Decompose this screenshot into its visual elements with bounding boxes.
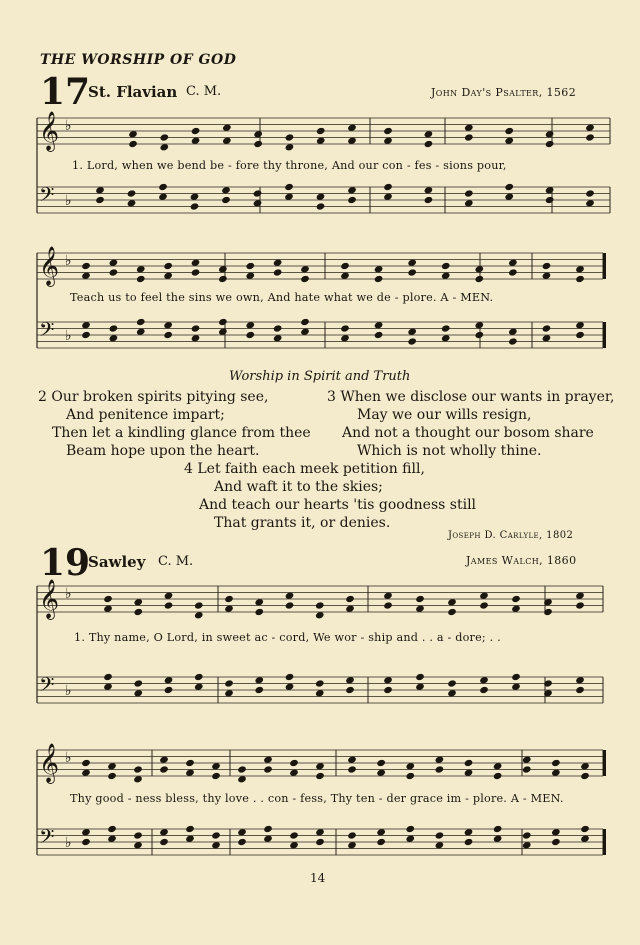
tune-name-19: Sawley	[88, 553, 146, 571]
page-header: THE WORSHIP OF GOD	[40, 52, 237, 68]
note-head	[315, 679, 325, 687]
note-head	[109, 268, 119, 276]
note-head	[511, 673, 521, 681]
flat-sign: ♭	[65, 683, 72, 699]
note-head	[164, 686, 174, 694]
note-head	[493, 772, 503, 780]
note-head	[551, 838, 561, 846]
note-head	[424, 196, 434, 204]
note-head	[163, 331, 173, 339]
note-head	[415, 673, 425, 681]
note-head	[273, 324, 283, 332]
note-head	[133, 679, 143, 687]
note-head	[511, 595, 521, 603]
note-head	[136, 275, 146, 283]
note-head	[254, 608, 264, 616]
note-head	[316, 127, 326, 135]
note-head	[415, 595, 425, 603]
note-head	[407, 337, 417, 345]
note-head	[405, 825, 415, 833]
section-title: Worship in Spirit and Truth	[229, 369, 411, 384]
note-head	[383, 127, 393, 135]
note-head	[159, 765, 169, 773]
note-head	[81, 838, 91, 846]
note-head	[374, 275, 384, 283]
meter-17: C. M.	[186, 84, 222, 99]
note-head	[211, 772, 221, 780]
note-head	[522, 765, 532, 773]
note-head	[435, 765, 445, 773]
note-head	[447, 679, 457, 687]
verse-2-line: Beam hope upon the heart.	[66, 443, 260, 459]
note-head	[164, 601, 174, 609]
verse-2	[38, 388, 311, 460]
note-head	[424, 140, 434, 148]
note-head	[285, 601, 295, 609]
note-head	[464, 759, 474, 767]
note-head	[545, 140, 555, 148]
verse-4	[184, 460, 476, 532]
note-head	[504, 127, 514, 135]
final-barline	[603, 322, 606, 348]
note-head	[107, 772, 117, 780]
note-head	[316, 202, 326, 210]
note-head	[464, 133, 474, 141]
note-head	[109, 324, 119, 332]
page-number: 14	[310, 871, 326, 885]
note-head	[585, 133, 595, 141]
note-head	[575, 275, 585, 283]
note-head	[315, 838, 325, 846]
note-head	[103, 673, 113, 681]
flat-sign: ♭	[65, 586, 72, 602]
flat-sign: ♭	[65, 835, 72, 851]
lyric-17-line1: 1. Lord, when we bend be - fore thy throne, And our con - fes - sions pour,	[72, 159, 507, 172]
note-head	[190, 202, 200, 210]
note-head	[81, 331, 91, 339]
note-head	[575, 601, 585, 609]
note-head	[284, 183, 294, 191]
note-head	[447, 608, 457, 616]
bass-clef: 𝄢	[39, 183, 55, 211]
treble-clef: 𝄞	[39, 579, 60, 619]
note-head	[508, 268, 518, 276]
hymn-number-17: 17	[40, 71, 91, 113]
note-head	[376, 838, 386, 846]
note-head	[575, 331, 585, 339]
verse-4-line: That grants it, or denies.	[214, 515, 391, 531]
note-head	[136, 318, 146, 326]
note-head	[218, 275, 228, 283]
note-head	[340, 262, 350, 270]
verse-4-line: And waft it to the skies;	[214, 479, 383, 495]
note-head	[273, 268, 283, 276]
final-barline	[603, 829, 606, 855]
note-head	[300, 318, 310, 326]
note-head	[133, 831, 143, 839]
lyric-17-line2: Teach us to feel the sins we own, And hate what we de - plore. A - MEN.	[70, 291, 494, 304]
meter-19: C. M.	[158, 554, 194, 569]
lyric-19-line1: 1. Thy name, O Lord, in sweet ac - cord, We wor - ship and . . a - dore; . .	[74, 631, 501, 644]
tune-name-17: St. Flavian	[88, 83, 178, 101]
flat-sign: ♭	[65, 328, 72, 344]
note-head	[159, 838, 169, 846]
note-head	[191, 268, 201, 276]
composer-17: John Day's Psalter, 1562	[431, 86, 577, 99]
verse-2-line: Then let a kindling glance from thee	[52, 425, 311, 441]
note-head	[194, 673, 204, 681]
note-head	[383, 601, 393, 609]
treble-clef: 𝄞	[39, 246, 60, 286]
flat-sign: ♭	[65, 193, 72, 209]
note-head	[81, 759, 91, 767]
flat-sign: ♭	[65, 118, 72, 134]
note-head	[575, 686, 585, 694]
note-head	[435, 831, 445, 839]
treble-clef: 𝄞	[39, 111, 60, 151]
note-head	[542, 324, 552, 332]
note-head	[347, 765, 357, 773]
note-head	[289, 759, 299, 767]
note-head	[127, 189, 137, 197]
note-head	[479, 686, 489, 694]
note-head	[158, 183, 168, 191]
flat-sign: ♭	[65, 750, 72, 766]
verse-3-line: Which is not wholly thine.	[357, 443, 542, 459]
verse-3	[327, 388, 614, 460]
note-head	[580, 772, 590, 780]
final-barline	[603, 253, 606, 279]
note-head	[221, 196, 231, 204]
note-head	[405, 772, 415, 780]
note-head	[81, 262, 91, 270]
note-head	[263, 825, 273, 833]
note-head	[300, 275, 310, 283]
note-head	[211, 831, 221, 839]
note-head	[285, 133, 295, 141]
note-head	[345, 686, 355, 694]
note-head	[347, 196, 357, 204]
note-head	[580, 825, 590, 833]
note-head	[345, 595, 355, 603]
note-head	[185, 759, 195, 767]
bass-clef: 𝄢	[39, 673, 55, 701]
treble-clef: 𝄞	[39, 743, 60, 783]
note-head	[253, 140, 263, 148]
note-head	[508, 337, 518, 345]
note-head	[441, 324, 451, 332]
note-head	[464, 189, 474, 197]
note-head	[464, 838, 474, 846]
note-head	[253, 189, 263, 197]
verse-2-line: 2 Our broken spirits pitying see,	[38, 389, 269, 405]
verse-4-line: And teach our hearts 'tis goodness still	[199, 497, 477, 513]
note-head	[383, 686, 393, 694]
note-head	[522, 831, 532, 839]
note-head	[254, 686, 264, 694]
note-head	[237, 838, 247, 846]
note-head	[128, 140, 138, 148]
note-head	[245, 331, 255, 339]
verse-4-line: 4 Let faith each meek petition fill,	[184, 461, 425, 477]
note-head	[160, 133, 170, 141]
bass-clef: 𝄢	[39, 825, 55, 853]
verse-3-line: And not a thought our bosom share	[342, 425, 594, 441]
note-head	[191, 127, 201, 135]
note-head	[347, 831, 357, 839]
note-head	[103, 595, 113, 603]
note-head	[285, 673, 295, 681]
note-head	[191, 324, 201, 332]
final-barline	[603, 750, 606, 776]
hymn-number-19: 19	[40, 542, 91, 584]
note-head	[376, 759, 386, 767]
note-head	[441, 262, 451, 270]
note-head	[493, 825, 503, 833]
note-head	[224, 679, 234, 687]
note-head	[340, 324, 350, 332]
verse-2-line: And penitence impart;	[66, 407, 225, 423]
note-head	[133, 608, 143, 616]
note-head	[133, 765, 143, 773]
note-head	[224, 595, 234, 603]
note-head	[237, 765, 247, 773]
note-head	[407, 268, 417, 276]
verse-3-line: 3 When we disclose our wants in prayer,	[327, 389, 615, 405]
note-head	[315, 772, 325, 780]
note-head	[263, 765, 273, 773]
bass-clef: 𝄢	[39, 318, 55, 346]
note-head	[315, 601, 325, 609]
note-head	[374, 331, 384, 339]
note-head	[545, 196, 555, 204]
note-head	[194, 601, 204, 609]
lyric-19-line2: Thy good - ness bless, thy love . . con - fess, Thy ten - der grace im - plore. A - MEN.	[70, 792, 564, 805]
note-head	[551, 759, 561, 767]
note-head	[289, 831, 299, 839]
note-head	[107, 825, 117, 833]
note-head	[542, 262, 552, 270]
note-head	[475, 275, 485, 283]
note-head	[479, 601, 489, 609]
note-head	[245, 262, 255, 270]
note-head	[185, 825, 195, 833]
note-head	[504, 183, 514, 191]
flat-sign: ♭	[65, 253, 72, 269]
note-head	[475, 331, 485, 339]
composer-19: James Walch, 1860	[466, 554, 577, 567]
note-head	[218, 318, 228, 326]
author: Joseph D. Carlyle, 1802	[448, 530, 574, 541]
note-head	[95, 196, 105, 204]
note-head	[383, 183, 393, 191]
note-head	[163, 262, 173, 270]
note-head	[585, 189, 595, 197]
verse-3-line: May we our wills resign,	[357, 407, 532, 423]
